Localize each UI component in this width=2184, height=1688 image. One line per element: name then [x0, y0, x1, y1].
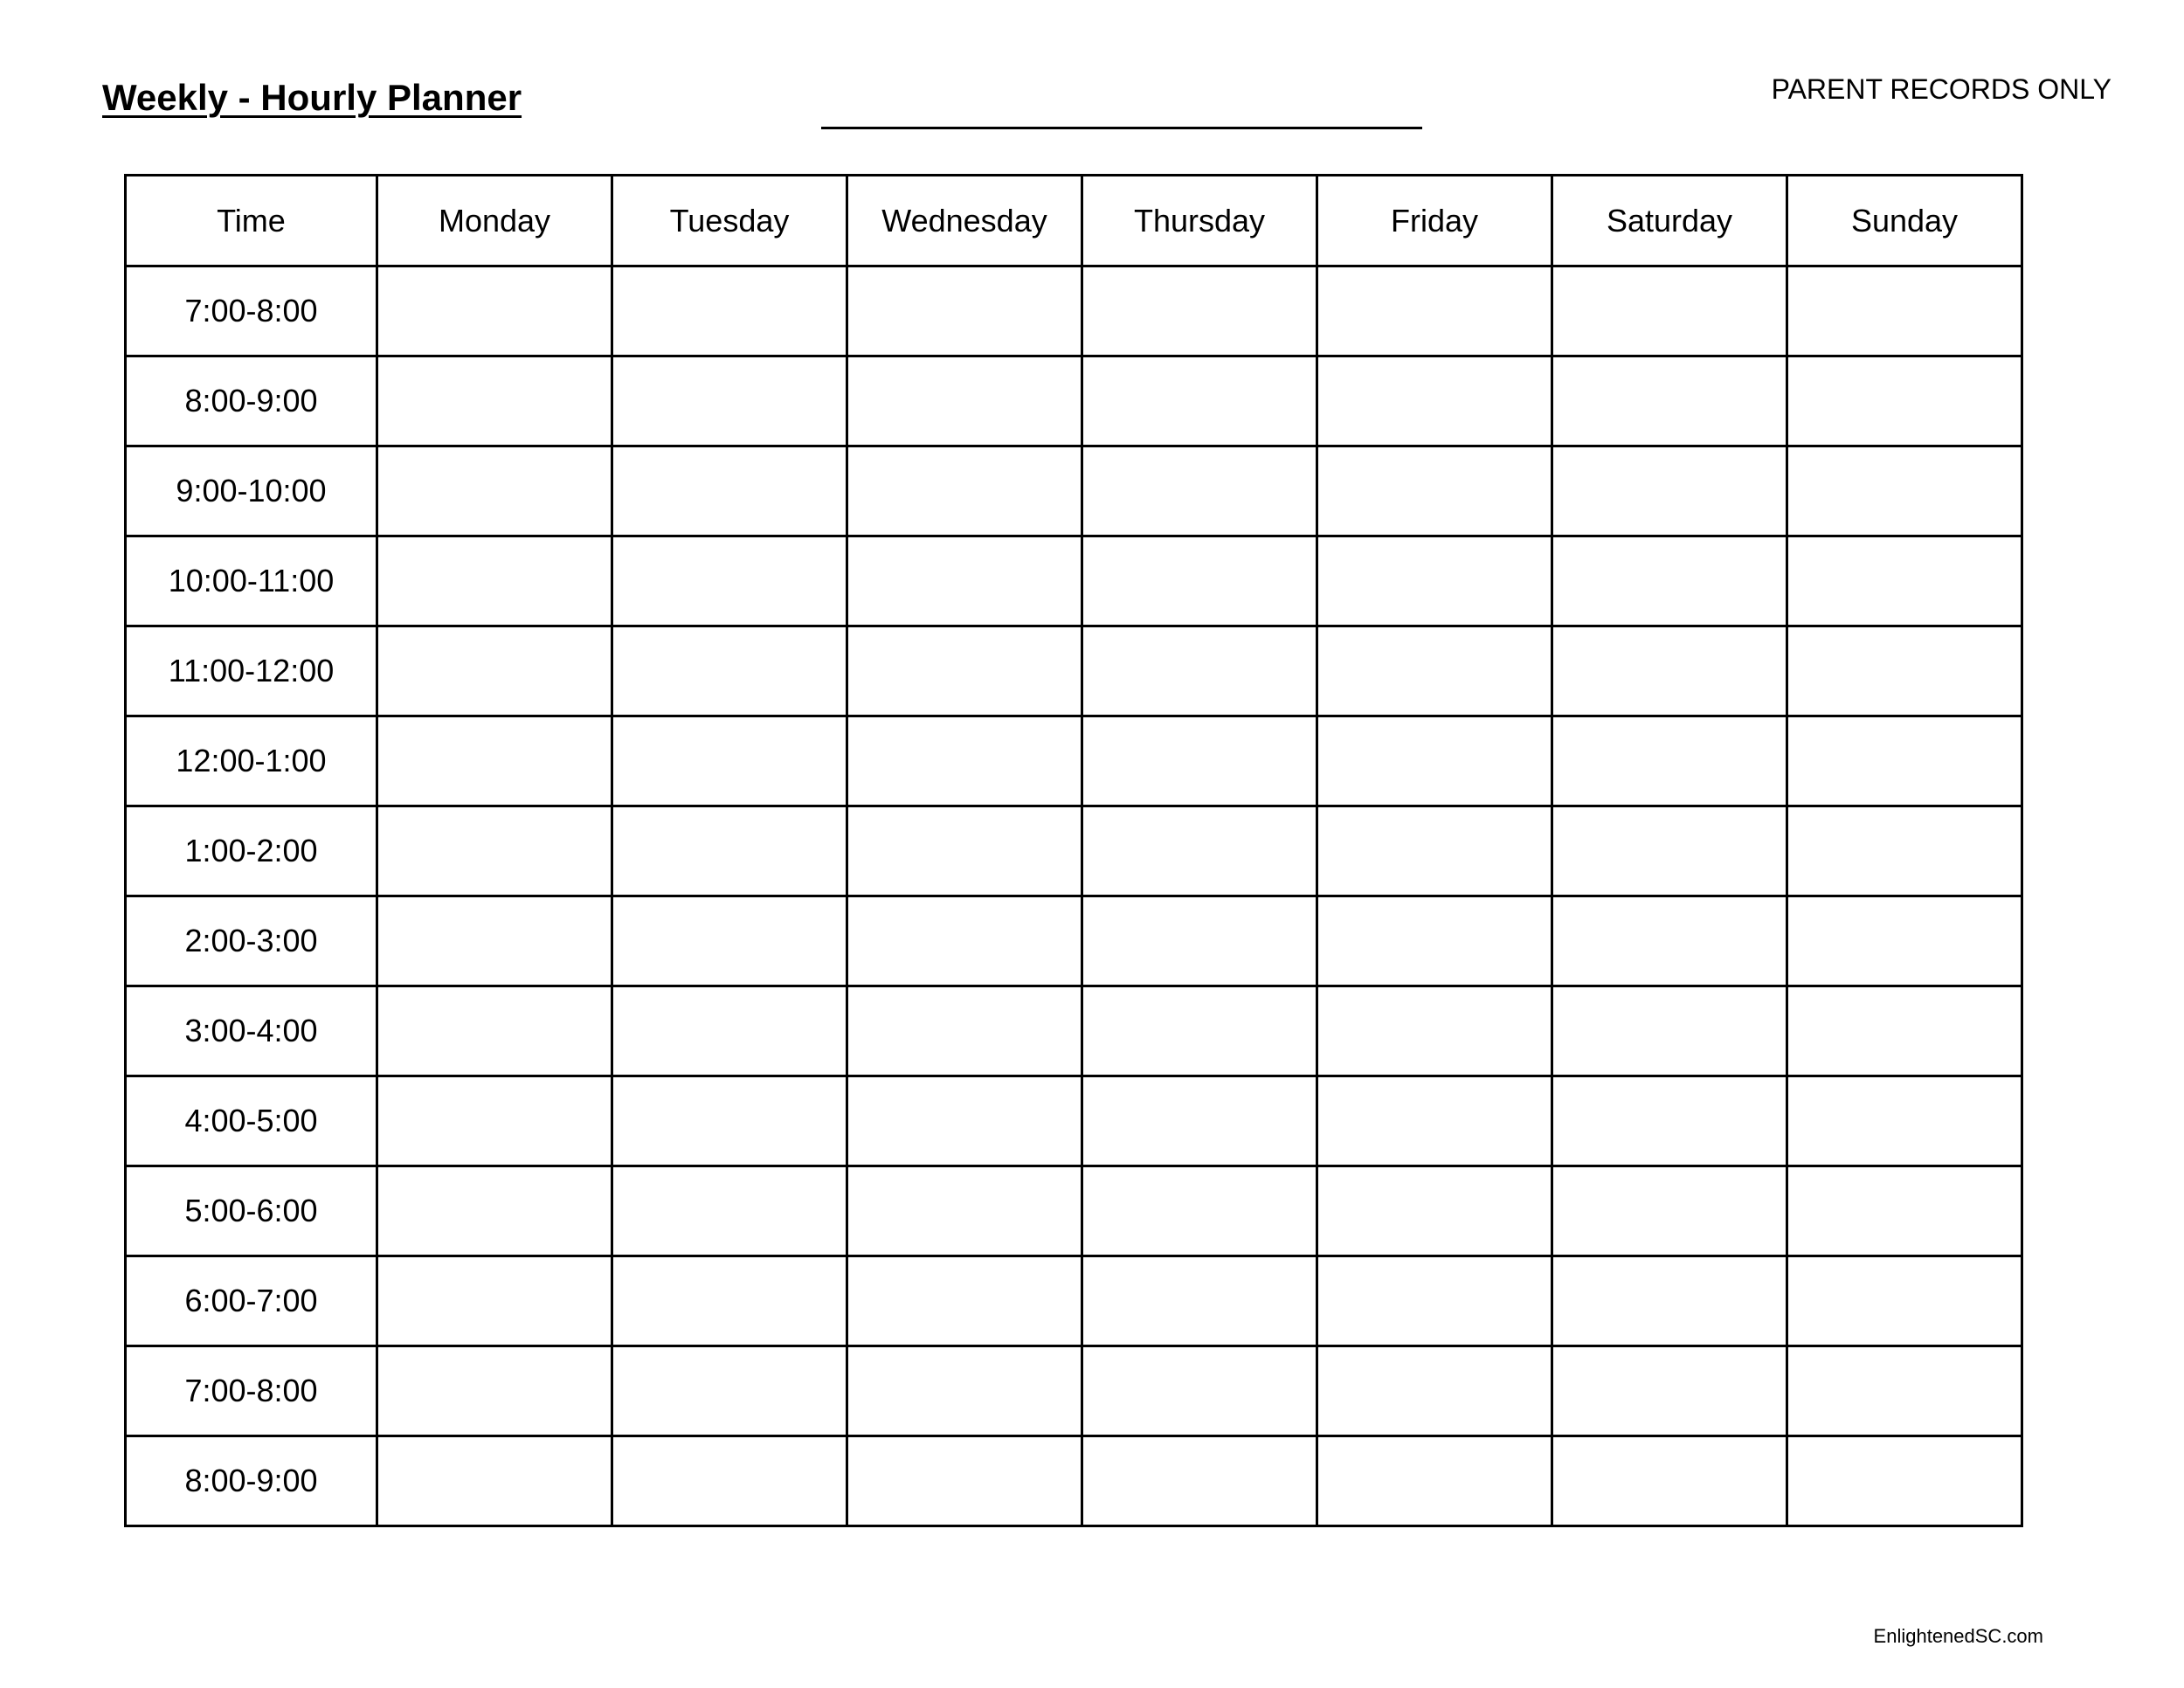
planner-cell-wednesday[interactable]: [847, 896, 1082, 986]
planner-cell-monday[interactable]: [377, 356, 612, 446]
day-column-header-tuesday: Tuesday: [612, 176, 847, 266]
planner-cell-sunday[interactable]: [1787, 986, 2022, 1076]
planner-cell-wednesday[interactable]: [847, 626, 1082, 716]
planner-cell-tuesday[interactable]: [612, 446, 847, 536]
planner-cell-tuesday[interactable]: [612, 1256, 847, 1346]
time-slot-label: 12:00-1:00: [126, 716, 377, 806]
planner-cell-saturday[interactable]: [1552, 1166, 1787, 1256]
planner-cell-thursday[interactable]: [1082, 986, 1317, 1076]
planner-cell-sunday[interactable]: [1787, 1436, 2022, 1526]
planner-cell-sunday[interactable]: [1787, 1076, 2022, 1166]
time-slot-label: 3:00-4:00: [126, 986, 377, 1076]
planner-cell-friday[interactable]: [1317, 1256, 1552, 1346]
planner-cell-saturday[interactable]: [1552, 356, 1787, 446]
planner-cell-friday[interactable]: [1317, 446, 1552, 536]
planner-cell-thursday[interactable]: [1082, 1256, 1317, 1346]
planner-cell-friday[interactable]: [1317, 986, 1552, 1076]
day-column-header-thursday: Thursday: [1082, 176, 1317, 266]
time-slot-label: 4:00-5:00: [126, 1076, 377, 1166]
planner-cell-monday[interactable]: [377, 716, 612, 806]
planner-cell-friday[interactable]: [1317, 1436, 1552, 1526]
planner-cell-thursday[interactable]: [1082, 1346, 1317, 1436]
planner-cell-saturday[interactable]: [1552, 806, 1787, 896]
table-row: [126, 986, 2022, 1076]
planner-cell-monday[interactable]: [377, 1166, 612, 1256]
planner-cell-wednesday[interactable]: [847, 536, 1082, 626]
planner-cell-wednesday[interactable]: [847, 716, 1082, 806]
time-slot-label: 10:00-11:00: [126, 536, 377, 626]
planner-cell-sunday[interactable]: [1787, 896, 2022, 986]
time-slot-label: 6:00-7:00: [126, 1256, 377, 1346]
planner-cell-wednesday[interactable]: [847, 1436, 1082, 1526]
day-column-header-wednesday: Wednesday: [847, 176, 1082, 266]
table-row: [126, 266, 2022, 356]
time-slot-label: 2:00-3:00: [126, 896, 377, 986]
planner-cell-sunday[interactable]: [1787, 1256, 2022, 1346]
planner-cell-monday[interactable]: [377, 1076, 612, 1166]
table-row: [126, 1436, 2022, 1526]
planner-cell-tuesday[interactable]: [612, 356, 847, 446]
planner-cell-thursday[interactable]: [1082, 446, 1317, 536]
planner-cell-tuesday[interactable]: [612, 1076, 847, 1166]
planner-cell-friday[interactable]: [1317, 1166, 1552, 1256]
planner-cell-thursday[interactable]: [1082, 266, 1317, 356]
planner-cell-tuesday[interactable]: [612, 896, 847, 986]
time-slot-label: 8:00-9:00: [126, 1436, 377, 1526]
planner-cell-saturday[interactable]: [1552, 536, 1787, 626]
time-slot-label: 7:00-8:00: [126, 266, 377, 356]
footer-site-credit: EnlightenedSC.com: [1873, 1625, 2043, 1647]
planner-cell-saturday[interactable]: [1552, 1076, 1787, 1166]
planner-cell-sunday[interactable]: [1787, 626, 2022, 716]
planner-cell-monday[interactable]: [377, 536, 612, 626]
planner-cell-thursday[interactable]: [1082, 806, 1317, 896]
table-row: [126, 356, 2022, 446]
planner-cell-thursday[interactable]: [1082, 356, 1317, 446]
table-row: [126, 626, 2022, 716]
planner-cell-monday[interactable]: [377, 626, 612, 716]
planner-cell-sunday[interactable]: [1787, 716, 2022, 806]
planner-cell-sunday[interactable]: [1787, 1166, 2022, 1256]
planner-cell-thursday[interactable]: [1082, 536, 1317, 626]
planner-cell-friday[interactable]: [1317, 716, 1552, 806]
planner-cell-monday[interactable]: [377, 986, 612, 1076]
table-row: [126, 1166, 2022, 1256]
planner-cell-friday[interactable]: [1317, 536, 1552, 626]
table-row: [126, 896, 2022, 986]
planner-cell-saturday[interactable]: [1552, 1346, 1787, 1436]
planner-cell-sunday[interactable]: [1787, 356, 2022, 446]
time-slot-label: 1:00-2:00: [126, 806, 377, 896]
planner-cell-wednesday[interactable]: [847, 1346, 1082, 1436]
table-row: [126, 1346, 2022, 1436]
planner-cell-monday[interactable]: [377, 446, 612, 536]
planner-cell-saturday[interactable]: [1552, 896, 1787, 986]
table-header-row: [126, 176, 2022, 266]
parent-records-note: PARENT RECORDS ONLY: [1771, 73, 2111, 105]
planner-cell-tuesday[interactable]: [612, 536, 847, 626]
planner-cell-monday[interactable]: [377, 1436, 612, 1526]
planner-cell-tuesday[interactable]: [612, 806, 847, 896]
planner-cell-tuesday[interactable]: [612, 626, 847, 716]
planner-cell-tuesday[interactable]: [612, 1436, 847, 1526]
page-title: Weekly - Hourly Planner: [102, 77, 522, 118]
time-slot-label: 11:00-12:00: [126, 626, 377, 716]
table-row: [126, 536, 2022, 626]
time-slot-label: 5:00-6:00: [126, 1166, 377, 1256]
planner-cell-wednesday[interactable]: [847, 806, 1082, 896]
planner-cell-friday[interactable]: [1317, 626, 1552, 716]
planner-cell-sunday[interactable]: [1787, 266, 2022, 356]
weekly-planner-table: [124, 174, 2023, 1527]
planner-cell-saturday[interactable]: [1552, 266, 1787, 356]
time-slot-label: 9:00-10:00: [126, 446, 377, 536]
planner-cell-thursday[interactable]: [1082, 626, 1317, 716]
table-row: [126, 716, 2022, 806]
planner-cell-thursday[interactable]: [1082, 716, 1317, 806]
planner-cell-tuesday[interactable]: [612, 266, 847, 356]
planner-cell-monday[interactable]: [377, 1346, 612, 1436]
table-row: [126, 1256, 2022, 1346]
planner-cell-tuesday[interactable]: [612, 1346, 847, 1436]
day-column-header-friday: Friday: [1317, 176, 1552, 266]
planner-cell-friday[interactable]: [1317, 806, 1552, 896]
planner-cell-saturday[interactable]: [1552, 1256, 1787, 1346]
time-column-header: Time: [126, 176, 377, 266]
planner-cell-wednesday[interactable]: [847, 446, 1082, 536]
planner-cell-wednesday[interactable]: [847, 356, 1082, 446]
planner-cell-saturday[interactable]: [1552, 626, 1787, 716]
planner-cell-sunday[interactable]: [1787, 1346, 2022, 1436]
planner-cell-tuesday[interactable]: [612, 986, 847, 1076]
planner-cell-thursday[interactable]: [1082, 1076, 1317, 1166]
planner-cell-monday[interactable]: [377, 266, 612, 356]
planner-cell-wednesday[interactable]: [847, 266, 1082, 356]
name-blank-line: [821, 127, 1422, 129]
planner-cell-saturday[interactable]: [1552, 986, 1787, 1076]
planner-cell-monday[interactable]: [377, 1256, 612, 1346]
planner-cell-saturday[interactable]: [1552, 1436, 1787, 1526]
table-row: [126, 806, 2022, 896]
planner-cell-thursday[interactable]: [1082, 1436, 1317, 1526]
day-column-header-sunday: Sunday: [1787, 176, 2022, 266]
table-row: [126, 446, 2022, 536]
planner-cell-saturday[interactable]: [1552, 716, 1787, 806]
planner-cell-tuesday[interactable]: [612, 1166, 847, 1256]
planner-cell-wednesday[interactable]: [847, 1256, 1082, 1346]
planner-cell-thursday[interactable]: [1082, 1166, 1317, 1256]
planner-cell-sunday[interactable]: [1787, 536, 2022, 626]
planner-cell-wednesday[interactable]: [847, 986, 1082, 1076]
time-slot-label: 8:00-9:00: [126, 356, 377, 446]
planner-cell-monday[interactable]: [377, 806, 612, 896]
planner-cell-friday[interactable]: [1317, 266, 1552, 356]
planner-cell-sunday[interactable]: [1787, 446, 2022, 536]
planner-cell-saturday[interactable]: [1552, 446, 1787, 536]
planner-cell-sunday[interactable]: [1787, 806, 2022, 896]
planner-cell-wednesday[interactable]: [847, 1166, 1082, 1256]
planner-cell-friday[interactable]: [1317, 1346, 1552, 1436]
planner-cell-monday[interactable]: [377, 896, 612, 986]
planner-body: [126, 266, 2022, 1526]
planner-cell-friday[interactable]: [1317, 356, 1552, 446]
planner-cell-friday[interactable]: [1317, 896, 1552, 986]
day-column-header-monday: Monday: [377, 176, 612, 266]
table-row: [126, 1076, 2022, 1166]
day-column-header-saturday: Saturday: [1552, 176, 1787, 266]
planner-cell-wednesday[interactable]: [847, 1076, 1082, 1166]
time-slot-label: 7:00-8:00: [126, 1346, 377, 1436]
planner-cell-friday[interactable]: [1317, 1076, 1552, 1166]
planner-cell-thursday[interactable]: [1082, 896, 1317, 986]
planner-cell-tuesday[interactable]: [612, 716, 847, 806]
